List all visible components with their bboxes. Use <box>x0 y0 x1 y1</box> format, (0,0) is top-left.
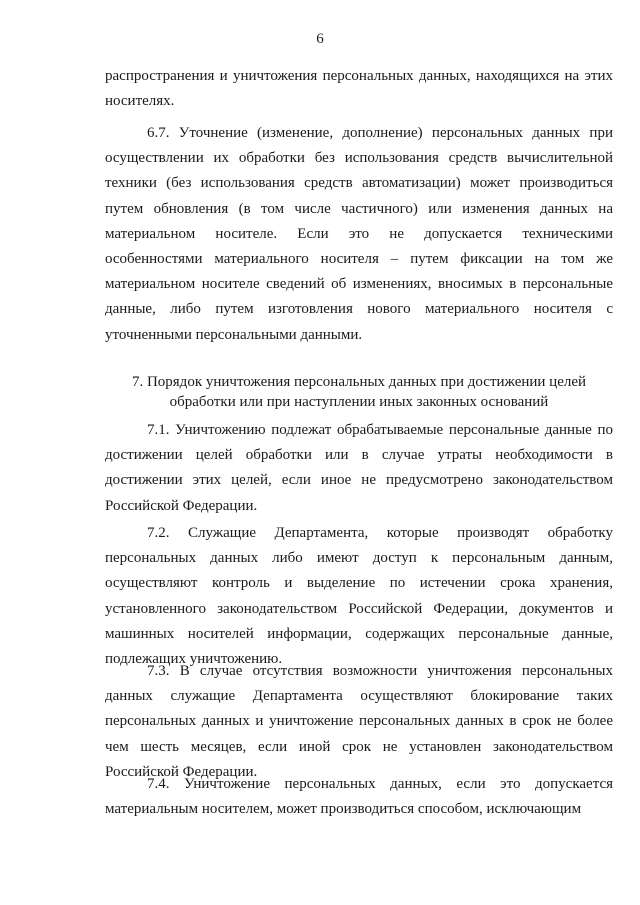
paragraph-7-2: 7.2. Служащие Департамента, которые производят обработку персональных данных либо имеют доступ к персональным данным, осуществляют контроль и выделение по истечении срока хранения, установленного законодательством Российской Федерации, документов и машинных носителей информации, содержащих персональные данные, подлежащих уничтожению. <box>105 525 613 668</box>
paragraph-continuation: распространения и уничтожения персональных данных, находящихся на этих носителях. <box>105 68 613 110</box>
paragraph-7-3: 7.3. В случае отсутствия возможности уничтожения персональных данных служащие Департамента осуществляют блокирование таких персональных данных и уничтожение персональных данных в срок не более чем шесть месяцев, если иной срок не установлен законодательством Российской Федерации. <box>105 663 613 780</box>
paragraph-7-4: 7.4. Уничтожение персональных данных, если это допускается материальным носителем, может производиться способом, исключающим <box>105 776 613 818</box>
paragraph-7-1: 7.1. Уничтожению подлежат обрабатываемые персональные данные по достижении целей обработки или в случае утраты необходимости в достижении этих целей, если иное не предусмотрено законодательством Российской Федерации. <box>105 422 613 514</box>
page-number: 6 <box>316 31 324 47</box>
section-heading-7: 7. Порядок уничтожения персональных данных при достижении целей обработки или при наступлении иных законных оснований <box>131 374 587 410</box>
paragraph-6-7: 6.7. Уточнение (изменение, дополнение) персональных данных при осуществлении их обработки без использования средств вычислительной техники (без использования средств автоматизации) может производиться путем обновления (в том числе частичного) или изменения данных на материальном носителе. Если это не допускается техническими особенностями материального носителя – путем фиксации на том же материальном носителе сведений об изменениях, вносимых в персональные данные, либо путем изготовления нового материального носителя с уточненными персональными данными. <box>105 125 613 343</box>
